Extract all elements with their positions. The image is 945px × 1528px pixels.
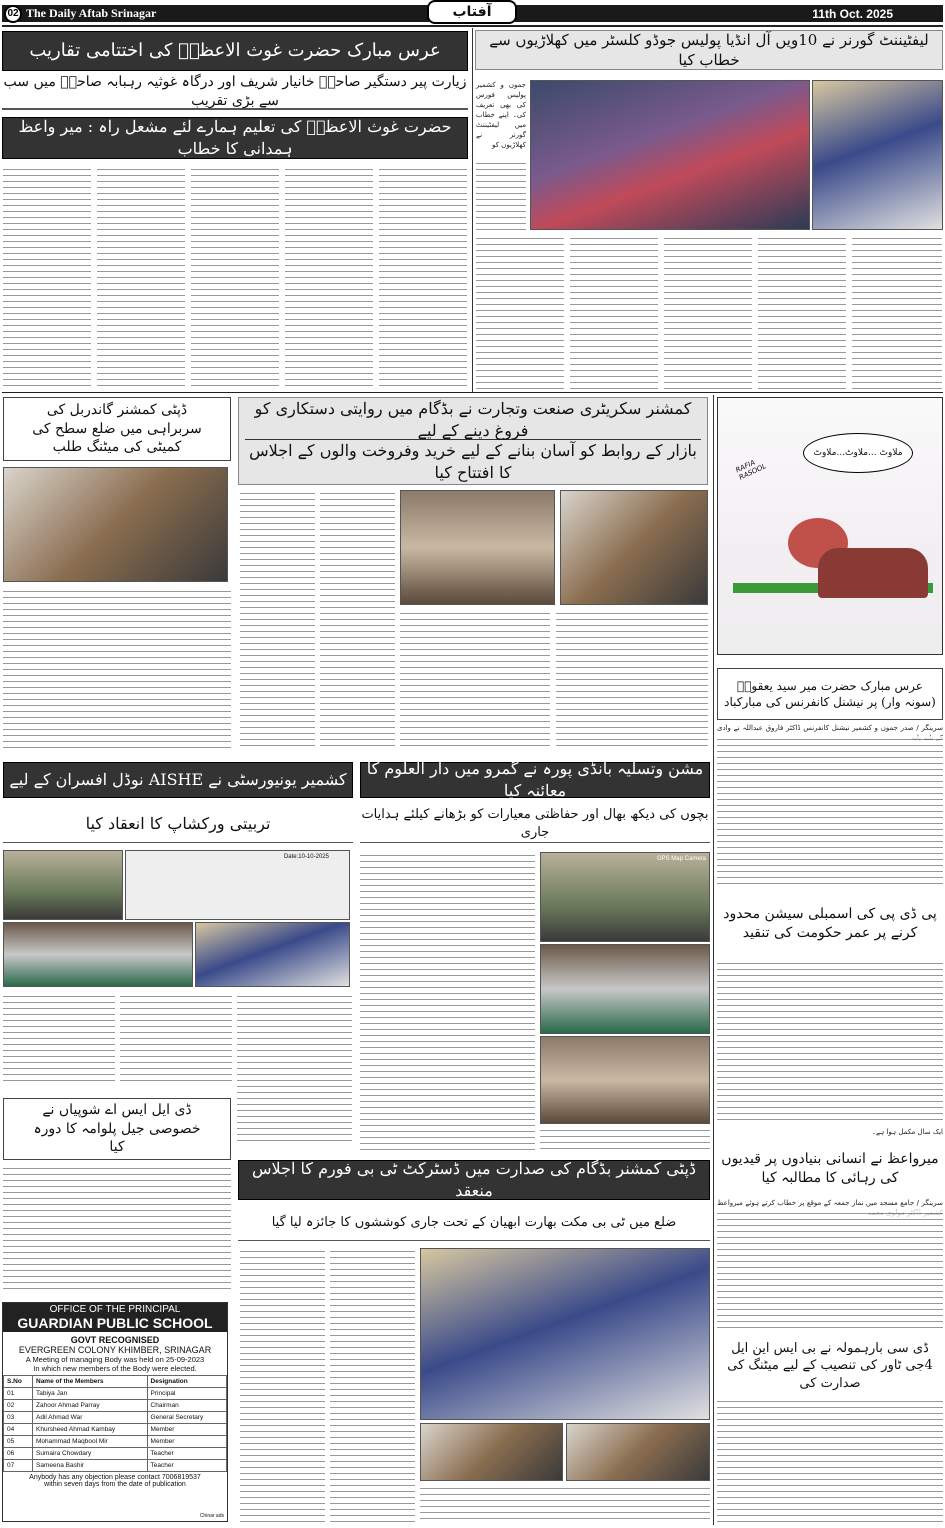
body-column bbox=[120, 993, 232, 1083]
divider bbox=[2, 392, 943, 393]
photo-dais bbox=[125, 850, 350, 920]
ad-address: EVERGREEN COLONY KHIMBER, SRINAGAR bbox=[18, 1345, 212, 1355]
body-text bbox=[540, 1127, 710, 1150]
body-column bbox=[570, 235, 658, 390]
column-divider bbox=[713, 395, 714, 1525]
body-column bbox=[191, 166, 279, 390]
member-row bbox=[4, 1424, 227, 1436]
ad-footer-line2: within seven days from the date of publication bbox=[44, 1481, 186, 1488]
col-name: Name of the Members bbox=[33, 1376, 148, 1388]
photo-building bbox=[540, 1036, 710, 1124]
body-column bbox=[3, 166, 91, 390]
photo-handicraft-display bbox=[560, 490, 708, 605]
body-column bbox=[476, 160, 526, 230]
speech-bubble: ملاوٹ ...ملاوٹ...ملاوٹ bbox=[803, 433, 913, 473]
headline-pdp-assembly[interactable]: پی ڈی پی کی اسمبلی سیشن محدود کرنے پر عمر حکومت کی تنقید bbox=[723, 906, 937, 941]
photo-tb-meeting-2 bbox=[566, 1423, 710, 1481]
lead-mirwaiz-prisoners: سرینگر / جامع مسجد میں نماز جمعہ کے موقع پر خطاب کرتے ہوئے میرواعظ bbox=[717, 1199, 943, 1207]
headline-dc-budgam-tb[interactable]: ڈپٹی کمشنر بڈگام کی صدارت میں ڈسٹرکٹ ٹی بی فورم کا اجلاس منعقد bbox=[238, 1160, 710, 1200]
lead-lg-judo: جموں و کشمیر پولیس فورس کی بھی تعریف کی۔ اپنے خطاب میں لیفٹیننٹ گورنر نے کھلاڑیوں کو bbox=[476, 81, 526, 149]
headline-lg-judo[interactable]: لیفٹیننٹ گورنر نے 10ویں آل انڈیا پولیس جوڈو کلسٹر میں کھلاڑیوں سے خطاب کیا bbox=[475, 30, 943, 70]
headline-nc-greetings[interactable]: عرس مبارک حضرت میر سید یعقوبؒ (سونہ وار) پر نیشنل کانفرنس کی مبارکباد bbox=[717, 668, 943, 720]
gps-caption: GPS Map Camera bbox=[656, 856, 706, 862]
lead-nc-greetings: سرینگر / صدر جموں و کشمیر نیشنل کانفرنس ڈاکٹر فاروق عبداللہ نے وادی bbox=[717, 724, 943, 732]
member-name: Sameena Bashir bbox=[33, 1460, 148, 1472]
member-name: Sumaira Chowdary bbox=[33, 1448, 148, 1460]
members-table bbox=[3, 1375, 227, 1472]
body-text bbox=[717, 736, 943, 886]
member-name: Khursheed Ahmad Kambay bbox=[33, 1424, 148, 1436]
subhead-urs-ghous: زیارت پیر دستگیر صاحبؒ خانیار شریف اور درگاہ غوثیہ رہبابہ صاحبؒ میں سب سے بڑی تقریب bbox=[3, 74, 467, 109]
cartoon-signature: RAFIA RASOOL bbox=[734, 458, 768, 482]
body-text bbox=[3, 588, 231, 750]
headline-mirwaiz-prisoners[interactable]: میرواعظ نے انسانی بنیادوں پر قیدیوں کی رہائی کا مطالبہ کیا bbox=[721, 1151, 939, 1186]
tail-pdp: ایک سال مکمل ہوا ہے۔ bbox=[871, 1128, 943, 1136]
body-text bbox=[3, 1165, 231, 1290]
ad-footer-line1: Anybody has any objection please contact 7006819537 bbox=[29, 1474, 201, 1481]
photo-inspection bbox=[540, 852, 710, 942]
member-name: Mohammad Maqbool Mir bbox=[33, 1436, 148, 1448]
member-designation: Teacher bbox=[147, 1448, 226, 1460]
photo-darul-uloom bbox=[540, 944, 710, 1034]
member-row bbox=[4, 1388, 227, 1400]
body-column bbox=[379, 166, 467, 390]
col-designation: Designation bbox=[147, 1376, 226, 1388]
body-column bbox=[330, 1248, 415, 1523]
photo-ribbon-cutting bbox=[400, 490, 555, 605]
photo-date-caption: Date:10-10-2025 bbox=[283, 854, 329, 860]
member-designation: Chairman bbox=[147, 1400, 226, 1412]
member-designation: General Secretary bbox=[147, 1412, 226, 1424]
member-sno: 05 bbox=[4, 1436, 33, 1448]
member-sno: 01 bbox=[4, 1388, 33, 1400]
member-designation: Member bbox=[147, 1436, 226, 1448]
member-name: Zahoor Ahmad Parray bbox=[33, 1400, 148, 1412]
body-column bbox=[400, 610, 550, 750]
paper-name: The Daily Aftab Srinagar bbox=[26, 6, 157, 20]
body-column bbox=[240, 1248, 325, 1523]
issue-date: 11th Oct. 2025 bbox=[812, 6, 893, 21]
subhead-mission-bandipora: بچوں کی دیکھ بھال اور حفاظتی معیارات کو بڑھانے کیلئے ہدایات جاری bbox=[360, 805, 710, 843]
headline-dlsa-shopian[interactable]: ڈی ایل ایس اے شوپیاں نے خصوصی جیل پلوامہ کا دورہ کیا bbox=[3, 1098, 231, 1160]
body-column bbox=[758, 235, 846, 390]
body-text bbox=[717, 1398, 943, 1523]
ad-office: OFFICE OF THE PRINCIPAL bbox=[49, 1304, 181, 1315]
member-sno: 06 bbox=[4, 1448, 33, 1460]
headline-mirwaiz-hamdani[interactable]: حضرت غوث الاعظمؒ کی تعلیم ہمارے لئے مشعل راہ : میر واعظ ہمدانی کا خطاب bbox=[2, 117, 468, 159]
body-column bbox=[285, 166, 373, 390]
body-text bbox=[717, 1210, 943, 1332]
member-name: Adil Ahmad War bbox=[33, 1412, 148, 1424]
col-sno: S.No bbox=[4, 1376, 33, 1388]
headline-urs-ghous[interactable]: عرس مبارک حضرت غوث الاعظمؒ کی اختتامی تقاریب bbox=[2, 31, 468, 71]
column-divider bbox=[472, 28, 473, 392]
photo-audience bbox=[3, 922, 193, 987]
member-designation: Teacher bbox=[147, 1460, 226, 1472]
member-row bbox=[4, 1436, 227, 1448]
body-text bbox=[360, 852, 535, 1150]
photo-dc-budgam bbox=[420, 1248, 710, 1420]
blanket bbox=[818, 548, 928, 598]
subhead-dc-budgam-tb: ضلع میں ٹی بی مکت بھارت ابھیان کے تحت جاری کوششوں کا جائزہ لیا گیا bbox=[238, 1205, 710, 1241]
photo-tb-meeting-1 bbox=[420, 1423, 563, 1481]
photo-judo-players bbox=[530, 80, 810, 230]
cartoon bbox=[717, 397, 943, 655]
headline-dc-baramulla[interactable]: ڈی سی بارہمولہ نے بی ایس این ایل 4جی ٹاور کی تنصیب کے لیے میٹنگ کی صدارت کی bbox=[727, 1340, 933, 1391]
member-row bbox=[4, 1460, 227, 1472]
body-column bbox=[556, 610, 708, 750]
ad-notice-line2: In which new members of the Body were elected. bbox=[33, 1364, 197, 1373]
photo-lg-speaking bbox=[812, 80, 943, 230]
school-notice-ad bbox=[2, 1302, 228, 1522]
ad-school-name: GUARDIAN PUBLIC SCHOOL bbox=[17, 1315, 213, 1331]
headline-commissioner-budgam[interactable]: کمشنر سکریٹری صنعت وتجارت نے بڈگام میں روایتی دستکاری کو فروغ دینے کے لیے bbox=[245, 400, 701, 440]
headline-mission-bandipora[interactable]: مشن وتسلیہ بانڈی پورہ نے گمرو میں دار العلوم کا معائنہ کیا bbox=[360, 762, 710, 798]
member-designation: Member bbox=[147, 1424, 226, 1436]
headline-ku-aishe[interactable]: کشمیر یونیورسٹی نے AISHE نوڈل افسران کے لیے bbox=[3, 762, 353, 798]
member-name: Tabiya Jan bbox=[33, 1388, 148, 1400]
member-row bbox=[4, 1412, 227, 1424]
ad-agency: Chinar ads bbox=[199, 1513, 224, 1519]
body-column bbox=[240, 490, 315, 750]
photo-release bbox=[195, 922, 350, 987]
divider bbox=[2, 25, 943, 27]
page-number: 02 bbox=[4, 5, 22, 23]
paper-logo: آفتاب bbox=[427, 0, 517, 24]
subhead-ku-aishe: تربیتی ورکشاپ کا انعقاد کیا bbox=[3, 805, 353, 843]
body-column bbox=[664, 235, 752, 390]
member-sno: 07 bbox=[4, 1460, 33, 1472]
subhead-commissioner-budgam: بازار کے روابط کو آسان بنانے کے لیے خرید وفروخت والوں کے اجلاس کا افتتاح کیا bbox=[249, 441, 697, 482]
body-column bbox=[320, 490, 395, 750]
member-designation: Principal bbox=[147, 1388, 226, 1400]
member-sno: 03 bbox=[4, 1412, 33, 1424]
body-text bbox=[420, 1485, 710, 1523]
member-row bbox=[4, 1400, 227, 1412]
body-column bbox=[476, 235, 564, 390]
body-column bbox=[3, 993, 115, 1083]
ad-recognition: GOVT RECOGNISED bbox=[70, 1335, 160, 1345]
photo-ganderbal-meeting bbox=[3, 467, 228, 582]
member-sno: 02 bbox=[4, 1400, 33, 1412]
body-column bbox=[852, 235, 942, 390]
member-sno: 04 bbox=[4, 1424, 33, 1436]
body-column bbox=[237, 993, 352, 1143]
ad-notice-line1: A Meeting of managing Body was held on 25-09-2023 bbox=[25, 1355, 205, 1364]
photo-workshop bbox=[3, 850, 123, 920]
body-column bbox=[97, 166, 185, 390]
member-row bbox=[4, 1448, 227, 1460]
body-text bbox=[717, 960, 943, 1125]
headline-dc-ganderbal[interactable]: ڈپٹی کمشنر گاندربل کی سربراہی میں ضلع سطح کی کمیٹی کی میٹنگ طلب bbox=[3, 397, 231, 461]
